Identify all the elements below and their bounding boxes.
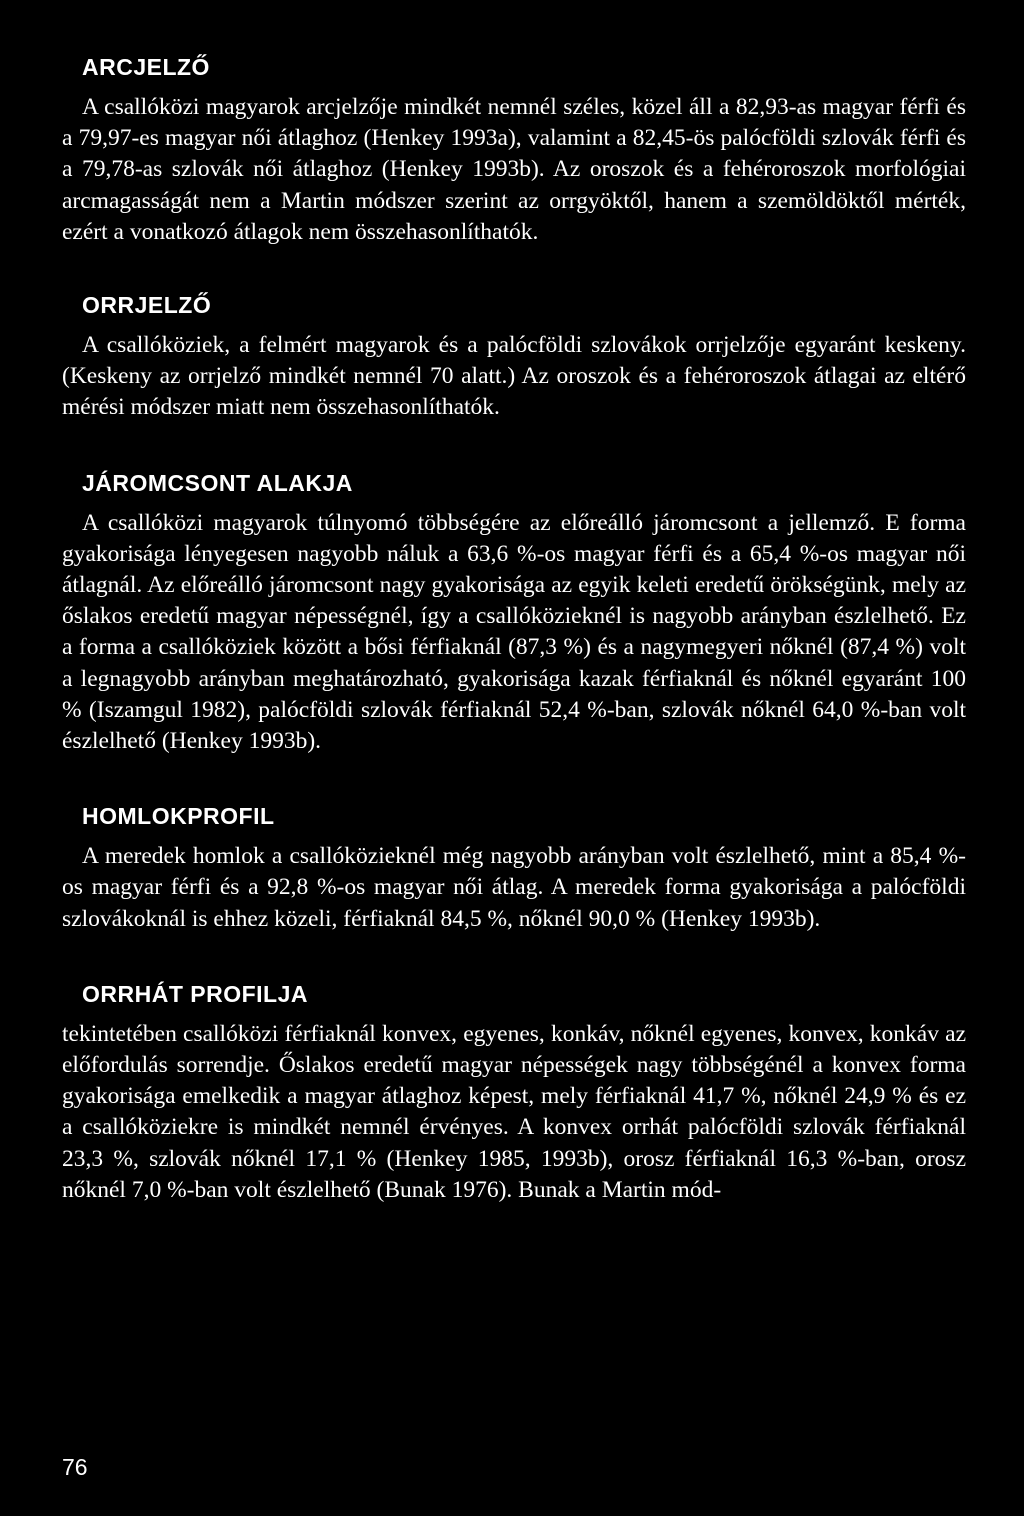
page-content — [62, 52, 966, 1206]
section-heading: HOMLOKPROFIL — [82, 803, 275, 830]
section-heading: ORRHÁT PROFILJA — [82, 980, 308, 1007]
section-arcjelzo — [62, 52, 966, 248]
section-paragraph: A csallóközi magyarok arcjelzője mindkét nemnél széles, közel áll a 82,93-as magyar férfi és a 79,97-es magyar női átlaghoz (Henkey 1993a), valamint a 82,45-ös palócföldi szlovák férfi és a 79,78-as szlovák női átlaghoz (Henkey 1993b). Az oroszok és a fehéroroszok morfológiai arcmagasságát nem a Martin módszer szerint az orrgyöktől, hanem a szemöldöktől mérték, ezért a vonatkozó átlagok nem összehasonlíthatók. — [62, 94, 966, 245]
section-paragraph: A csallóköziek, a felmért magyarok és a palócföldi szlovákok orrjelzője egyaránt keskeny. (Keskeny az orrjelző mindkét nemnél 70 alatt.) Az oroszok és a fehéroroszok átlagai az eltérő mérési módszer miatt nem összehasonlíthatók. — [62, 332, 966, 421]
section-paragraph: tekintetében csallóközi férfiaknál konvex, egyenes, konkáv, nőknél egyenes, konvex, konkáv az előfordulás sorrendje. Őslakos eredetű magyar népességek nagy többségénél a konvex forma gyakorisága emelkedik a magyar átlaghoz képest, mely férfiaknál 41,7 %, nőknél 24,9 % és ez a csallóköziekre is mindkét nemnél érvényes. A konvex orrhát palócföldi szlovák férfiaknál 23,3 %, szlovák nőknél 17,1 % (Henkey 1985, 1993b), orosz férfiaknál 16,3 %-ban, orosz nőknél 7,0 %-ban volt észlelhető (Bunak 1976). Bunak a Martin mód- — [62, 1020, 966, 1203]
section-homlokprofil — [62, 801, 966, 935]
section-orrjelzo — [62, 290, 966, 424]
section-jaromcsont-alakja — [62, 468, 966, 758]
section-heading: ORRJELZŐ — [82, 292, 212, 319]
section-paragraph: A csallóközi magyarok túlnyomó többségére az előreálló járomcsont a jellemző. E forma gyakorisága lényegesen nagyobb náluk a 63,6 %-os magyar férfi és a 65,4 %-os magyar női átlagnál. Az előreálló járomcsont nagy gyakorisága az egyik keleti eredetű örökségünk, mely az őslakos eredetű magyar népességnél, így a csallóközieknél is nagyobb arányban észlelhető. Ez a forma a csallóköziek között a bősi férfiaknál (87,3 %) és a nagymegyeri nőknél (87,4 %) volt a legnagyobb arányban meghatározható, gyakorisága kazak férfiaknál és nőknél egyaránt 100 % (Iszamgul 1982), palócföldi szlovák férfiaknál 52,4 %-ban, szlovák nőknél 64,0 %-ban volt észlelhető (Henkey 1993b). — [62, 509, 966, 755]
section-heading: ARCJELZŐ — [82, 54, 210, 80]
section-paragraph: A meredek homlok a csallóközieknél még nagyobb arányban volt észlelhető, mint a 85,4 %-os magyar férfi és a 92,8 %-os magyar női átlag. A meredek forma gyakorisága a palócföldi szlovákoknál is ehhez közeli, férfiaknál 84,5 %, nőknél 90,0 % (Henkey 1993b). — [62, 843, 966, 932]
section-orrhat-profilja — [62, 979, 966, 1206]
section-heading: JÁROMCSONT ALAKJA — [82, 469, 353, 496]
page-number: 76 — [62, 1454, 88, 1480]
